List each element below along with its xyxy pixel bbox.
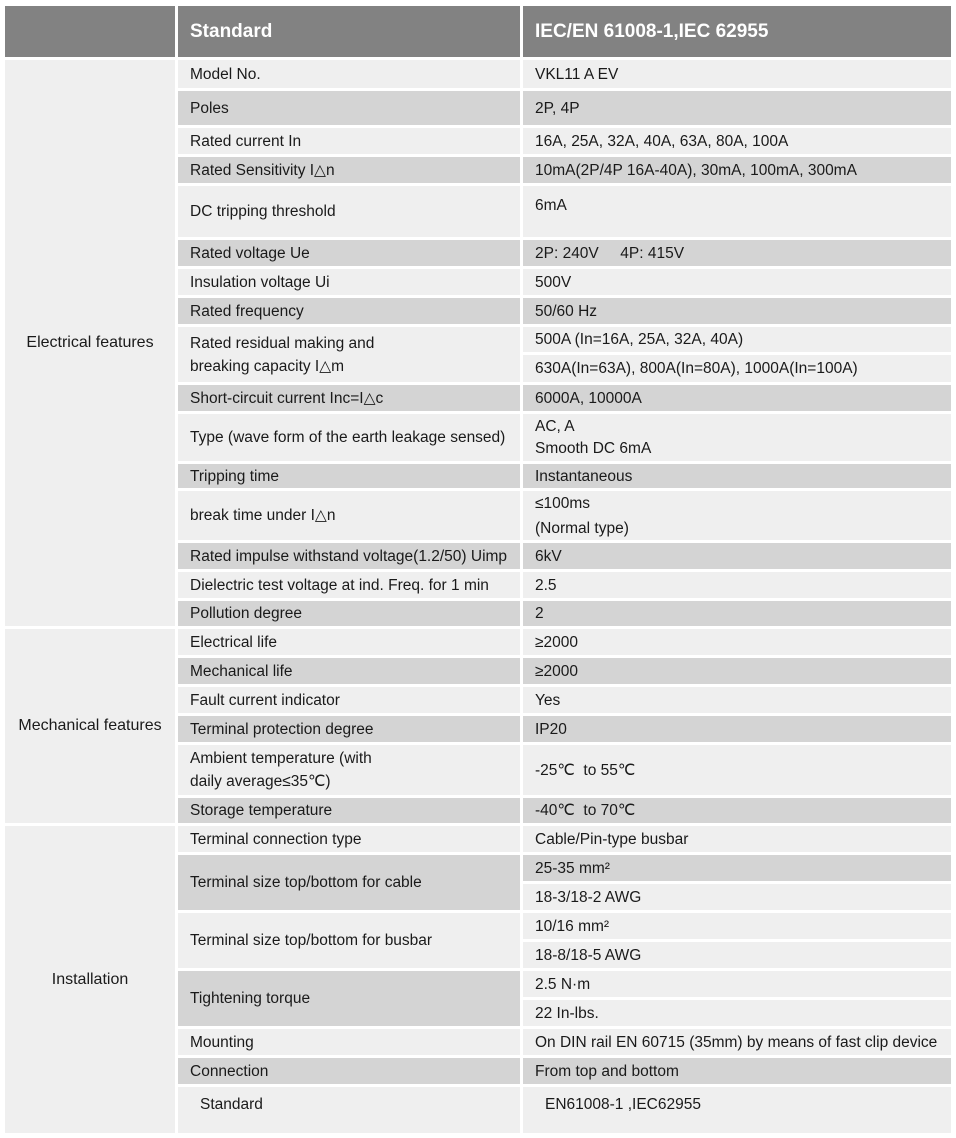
spec-value: -25℃ to 55℃ xyxy=(523,745,951,795)
spec-label: Poles xyxy=(178,91,520,125)
spec-value: -40℃ to 70℃ xyxy=(523,798,951,823)
spec-value: 22 In-lbs. xyxy=(523,1000,951,1026)
spec-value: ≥2000 xyxy=(523,658,951,684)
spec-label: Terminal protection degree xyxy=(178,716,520,742)
spec-label xyxy=(178,745,520,795)
spec-value: 18-3/18-2 AWG xyxy=(523,884,951,910)
spec-value: From top and bottom xyxy=(523,1058,951,1084)
spec-value: 2.5 xyxy=(523,572,951,598)
spec-label: Rated voltage Ue xyxy=(178,240,520,266)
spec-label: Rated current In xyxy=(178,128,520,154)
group-installation: Installation xyxy=(5,826,175,1133)
spec-label: Fault current indicator xyxy=(178,687,520,713)
spec-value: 50/60 Hz xyxy=(523,298,951,324)
spec-label: Pollution degree xyxy=(178,601,520,626)
spec-value: 2 xyxy=(523,601,951,626)
spec-value: (Normal type) xyxy=(523,516,951,540)
spec-value: EN61008-1 ,IEC62955 xyxy=(523,1087,951,1133)
spec-value: VKL11 A EV xyxy=(523,60,951,88)
spec-label-line: daily average≤35℃) xyxy=(190,773,331,790)
spec-label-line: breaking capacity I△m xyxy=(190,357,345,375)
header-standard-value: IEC/EN 61008-1,IEC 62955 xyxy=(523,6,951,57)
spec-label: Dielectric test voltage at ind. Freq. for 1 min xyxy=(178,572,520,598)
spec-value: 6kV xyxy=(523,543,951,569)
spec-label-line: Ambient temperature (with xyxy=(190,750,372,767)
spec-value: Yes xyxy=(523,687,951,713)
spec-value-line: AC, A xyxy=(535,417,575,435)
spec-label: Short-circuit current Inc=I△c xyxy=(178,385,520,411)
spec-value: IP20 xyxy=(523,716,951,742)
spec-label: Insulation voltage Ui xyxy=(178,269,520,295)
spec-label: Terminal size top/bottom for cable xyxy=(178,855,520,910)
spec-value: Instantaneous xyxy=(523,464,951,488)
spec-value: 6000A, 10000A xyxy=(523,385,951,411)
spec-value xyxy=(523,414,951,461)
spec-label: Standard xyxy=(178,1087,520,1133)
spec-label: Terminal size top/bottom for busbar xyxy=(178,913,520,968)
spec-label: Electrical life xyxy=(178,629,520,655)
spec-label: break time under I△n xyxy=(178,491,520,540)
spec-value: Cable/Pin-type busbar xyxy=(523,826,951,852)
spec-value: 630A(In=63A), 800A(In=80A), 1000A(In=100A) xyxy=(523,355,951,382)
spec-value: 500V xyxy=(523,269,951,295)
spec-value: 10mA(2P/4P 16A-40A), 30mA, 100mA, 300mA xyxy=(523,157,951,183)
spec-value: On DIN rail EN 60715 (35mm) by means of fast clip device xyxy=(523,1029,951,1055)
spec-label: Mechanical life xyxy=(178,658,520,684)
spec-label: Terminal connection type xyxy=(178,826,520,852)
header-corner xyxy=(5,6,175,57)
group-mechanical: Mechanical features xyxy=(5,629,175,823)
spec-label: Mounting xyxy=(178,1029,520,1055)
spec-label xyxy=(178,327,520,382)
spec-value: 10/16 mm² xyxy=(523,913,951,939)
spec-label-line: Rated residual making and xyxy=(190,334,375,352)
spec-label: Connection xyxy=(178,1058,520,1084)
spec-label: Storage temperature xyxy=(178,798,520,823)
spec-label: Tripping time xyxy=(178,464,520,488)
spec-value: ≥2000 xyxy=(523,629,951,655)
spec-label: Tightening torque xyxy=(178,971,520,1026)
spec-value: 2.5 N·m xyxy=(523,971,951,997)
spec-value: ≤100ms xyxy=(523,491,951,516)
header-standard: Standard xyxy=(178,6,520,57)
spec-value: 500A (In=16A, 25A, 32A, 40A) xyxy=(523,327,951,352)
spec-label: Rated impulse withstand voltage(1.2/50) Uimp xyxy=(178,543,520,569)
spec-value: 18-8/18-5 AWG xyxy=(523,942,951,968)
spec-label: Rated frequency xyxy=(178,298,520,324)
spec-value: 6mA xyxy=(523,186,951,237)
spec-value: 25-35 mm² xyxy=(523,855,951,881)
spec-value: 2P, 4P xyxy=(523,91,951,125)
spec-label: Type (wave form of the earth leakage sensed) xyxy=(178,414,520,461)
spec-label: Model No. xyxy=(178,60,520,88)
spec-value: 2P: 240V 4P: 415V xyxy=(523,240,951,266)
spec-label: DC tripping threshold xyxy=(178,186,520,237)
spec-value-line: Smooth DC 6mA xyxy=(535,439,652,457)
spec-label: Rated Sensitivity I△n xyxy=(178,157,520,183)
spec-value: 16A, 25A, 32A, 40A, 63A, 80A, 100A xyxy=(523,128,951,154)
group-electrical: Electrical features xyxy=(5,60,175,626)
